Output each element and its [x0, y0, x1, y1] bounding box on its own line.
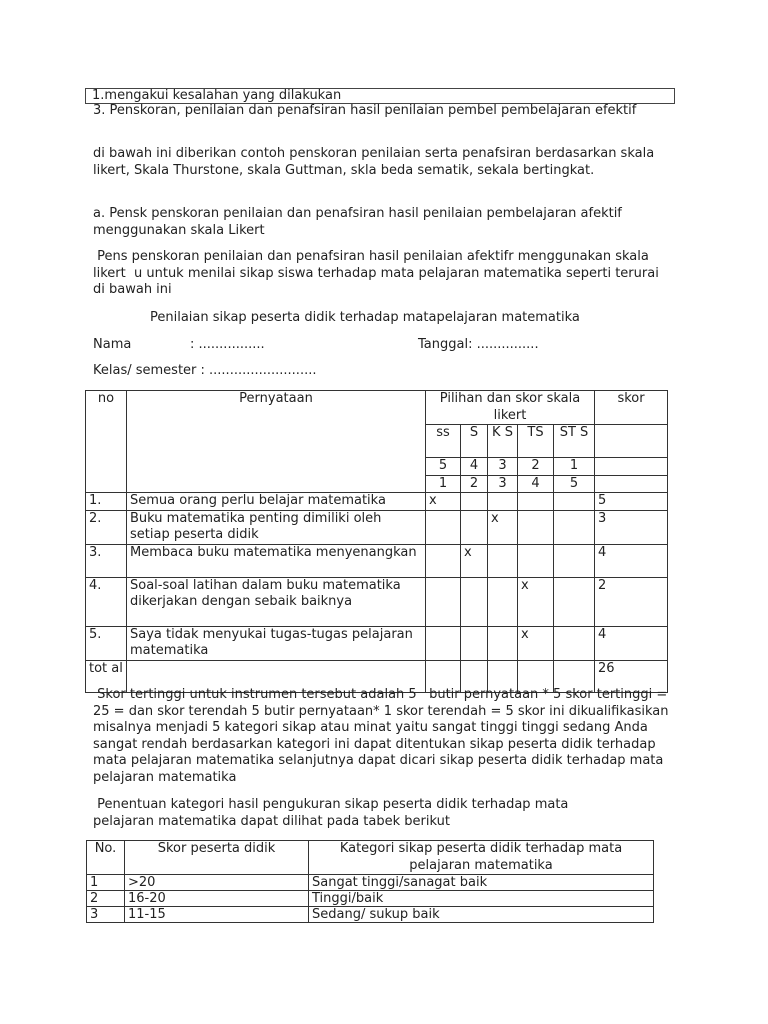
option-score: 5: [554, 475, 595, 493]
option-header: ST S: [554, 425, 595, 458]
option-score: 2: [461, 475, 488, 493]
option-header: TS: [518, 425, 554, 458]
row-category: Sedang/ sukup baik: [309, 907, 654, 923]
row-score-range: >20: [125, 875, 309, 891]
paragraph-likert-heading: a. Pensk penskoran penilaian dan penafsiran hasil penilaian pembelajaran afektif menggunakan skala Likert: [93, 206, 622, 238]
row-skor: 3: [595, 510, 668, 544]
paragraph-intro: di bawah ini diberikan contoh penskoran penilaian serta penafsiran berdasarkan skala likert, Skala Thurstone, skala Guttman, skla beda sematik, sekala bertingkat.: [93, 146, 655, 178]
row-mark: [426, 577, 461, 626]
total-label: tot al: [86, 660, 127, 692]
header-no: No.: [87, 841, 125, 875]
row-mark: [488, 577, 518, 626]
option-score: 2: [518, 458, 554, 476]
row-mark: [554, 577, 595, 626]
paragraph-category-intro: Penentuan kategori hasil pengukuran sikap peserta didik terhadap mata pelajaran matematika dapat dilihat pada tabek berikut: [93, 797, 573, 829]
header-pilihan: Pilihan dan skor skala likert: [426, 391, 595, 425]
row-statement: Semua orang perlu belajar matematika: [127, 493, 426, 511]
option-score: 1: [426, 475, 461, 493]
row-no: 2: [87, 891, 125, 907]
row-no: 5.: [86, 626, 127, 660]
row-mark: [426, 544, 461, 577]
row-score-range: 11-15: [125, 907, 309, 923]
row-skor: 4: [595, 544, 668, 577]
row-category: Tinggi/baik: [309, 891, 654, 907]
nama-value: : ................: [190, 337, 265, 352]
row-mark: [554, 626, 595, 660]
row-mark: [554, 544, 595, 577]
row-mark: [488, 626, 518, 660]
row-mark: x: [488, 510, 518, 544]
paragraph-likert-desc: Pens penskoran penilaian dan penafsiran hasil penilaian afektifr menggunakan skala likert u untuk menilai sikap siswa terhadap mata pelajaran matematika seperti terurai di bawah ini: [93, 249, 663, 297]
row-statement: Buku matematika penting dimiliki oleh setiap peserta didik: [127, 510, 426, 544]
kelas-field: Kelas/ semester : ..........................: [93, 363, 317, 378]
row-statement: Membaca buku matematika menyenangkan: [127, 544, 426, 577]
table-row: [87, 875, 654, 891]
table-row: [86, 544, 668, 577]
row-mark: x: [518, 626, 554, 660]
paragraph-scoring-heading: 3. Penskoran, penilaian dan penafsiran hasil penilaian pembel pembelajaran efektif: [93, 103, 637, 118]
option-score: 3: [488, 458, 518, 476]
option-score: 1: [554, 458, 595, 476]
header-skor: skor: [595, 391, 668, 425]
option-score: 4: [461, 458, 488, 476]
row-no: 3: [87, 907, 125, 923]
row-category: Sangat tinggi/sanagat baik: [309, 875, 654, 891]
row-statement: Soal-soal latihan dalam buku matematika dikerjakan dengan sebaik baiknya: [127, 577, 426, 626]
option-score: 4: [518, 475, 554, 493]
row-score-range: 16-20: [125, 891, 309, 907]
row-no: 1.: [86, 493, 127, 511]
row-mark: [518, 510, 554, 544]
row-mark: [461, 626, 488, 660]
option-header: K S: [488, 425, 518, 458]
total-value: 26: [595, 660, 668, 692]
header-skor: Skor peserta didik: [125, 841, 309, 875]
table-row: [87, 907, 654, 923]
row-skor: 4: [595, 626, 668, 660]
row-skor: 2: [595, 577, 668, 626]
row-mark: x: [426, 493, 461, 511]
row-mark: [488, 544, 518, 577]
header-kategori: Kategori sikap peserta didik terhadap mata pelajaran matematika: [309, 841, 654, 875]
table-row: [86, 626, 668, 660]
option-score: 3: [488, 475, 518, 493]
option-header: ss: [426, 425, 461, 458]
row-mark: [554, 493, 595, 511]
header-no: no: [86, 391, 127, 493]
category-table: [86, 840, 654, 923]
empty-cell: [595, 425, 668, 458]
row-no: 4.: [86, 577, 127, 626]
tanggal-field: Tanggal: ...............: [418, 337, 539, 352]
row-mark: [426, 626, 461, 660]
row-mark: [488, 493, 518, 511]
row-mark: [461, 510, 488, 544]
row-mark: [554, 510, 595, 544]
row-statement: Saya tidak menyukai tugas-tugas pelajaran matematika: [127, 626, 426, 660]
row-mark: [518, 544, 554, 577]
row-no: 1: [87, 875, 125, 891]
table-row: [86, 577, 668, 626]
table-row: [86, 493, 668, 511]
table-row: [87, 891, 654, 907]
nama-label: Nama: [93, 337, 132, 352]
empty-cell: [595, 475, 668, 493]
row-mark: [518, 493, 554, 511]
likert-table: [85, 390, 668, 693]
header-box: 1.mengakui kesalahan yang dilakukan: [85, 88, 675, 104]
header-pernyataan: Pernyataan: [127, 391, 426, 493]
table-row: [86, 510, 668, 544]
option-score: 5: [426, 458, 461, 476]
row-skor: 5: [595, 493, 668, 511]
row-mark: [461, 493, 488, 511]
row-mark: [461, 577, 488, 626]
row-mark: x: [461, 544, 488, 577]
row-no: 3.: [86, 544, 127, 577]
form-title: Penilaian sikap peserta didik terhadap matapelajaran matematika: [150, 310, 580, 325]
option-header: S: [461, 425, 488, 458]
paragraph-score-explanation: Skor tertinggi untuk instrumen tersebut adalah 5 butir pernyataan * 5 skor tertinggi = 25 = dan skor terendah 5 butir pernyataan* 1 skor terendah = 5 skor ini dikualifikasikan misalnya menjadi 5 kategori sikap atau minat yaitu sangat tinggi tinggi sedang Anda sangat rendah berdasarkan kategori ini dapat ditentukan sikap peserta didik terhadap mata pelajaran matematika selanjutnya dapat dicari sikap peserta didik terhadap mata pelajaran matematika: [93, 687, 673, 785]
row-no: 2.: [86, 510, 127, 544]
row-mark: x: [518, 577, 554, 626]
empty-cell: [595, 458, 668, 476]
row-mark: [426, 510, 461, 544]
